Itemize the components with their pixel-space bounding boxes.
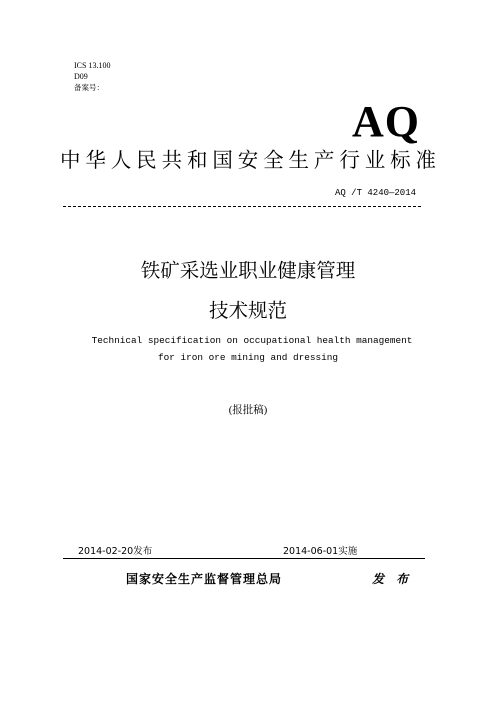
document-title-line1: 铁矿采选业职业健康管理 <box>140 259 356 282</box>
standard-number: AQ /T 4240—2014 <box>334 188 416 198</box>
footer-divider <box>63 558 425 559</box>
ics-code: ICS 13.100 <box>74 61 111 70</box>
document-title-line2: 技术规范 <box>208 299 287 322</box>
english-title-line2: for iron ore mining and dressing <box>157 352 339 363</box>
issuing-authority: 国家安全生产监督管理总局 <box>126 572 283 586</box>
english-title-line1: Technical specification on occupational health management <box>91 335 413 346</box>
dashed-divider <box>63 206 421 207</box>
standard-category-title: 中华人民共和国安全生产行业标准 <box>60 148 436 172</box>
draft-status: (报批稿) <box>228 405 268 416</box>
record-number-label: 备案号： <box>74 83 104 92</box>
aq-logo: AQ <box>352 97 420 146</box>
issue-date: 2014-02-20发布 <box>78 546 153 557</box>
classification-code: D09 <box>74 72 88 81</box>
implementation-date: 2014-06-01实施 <box>283 546 358 557</box>
publish-label: 发 布 <box>372 572 413 586</box>
